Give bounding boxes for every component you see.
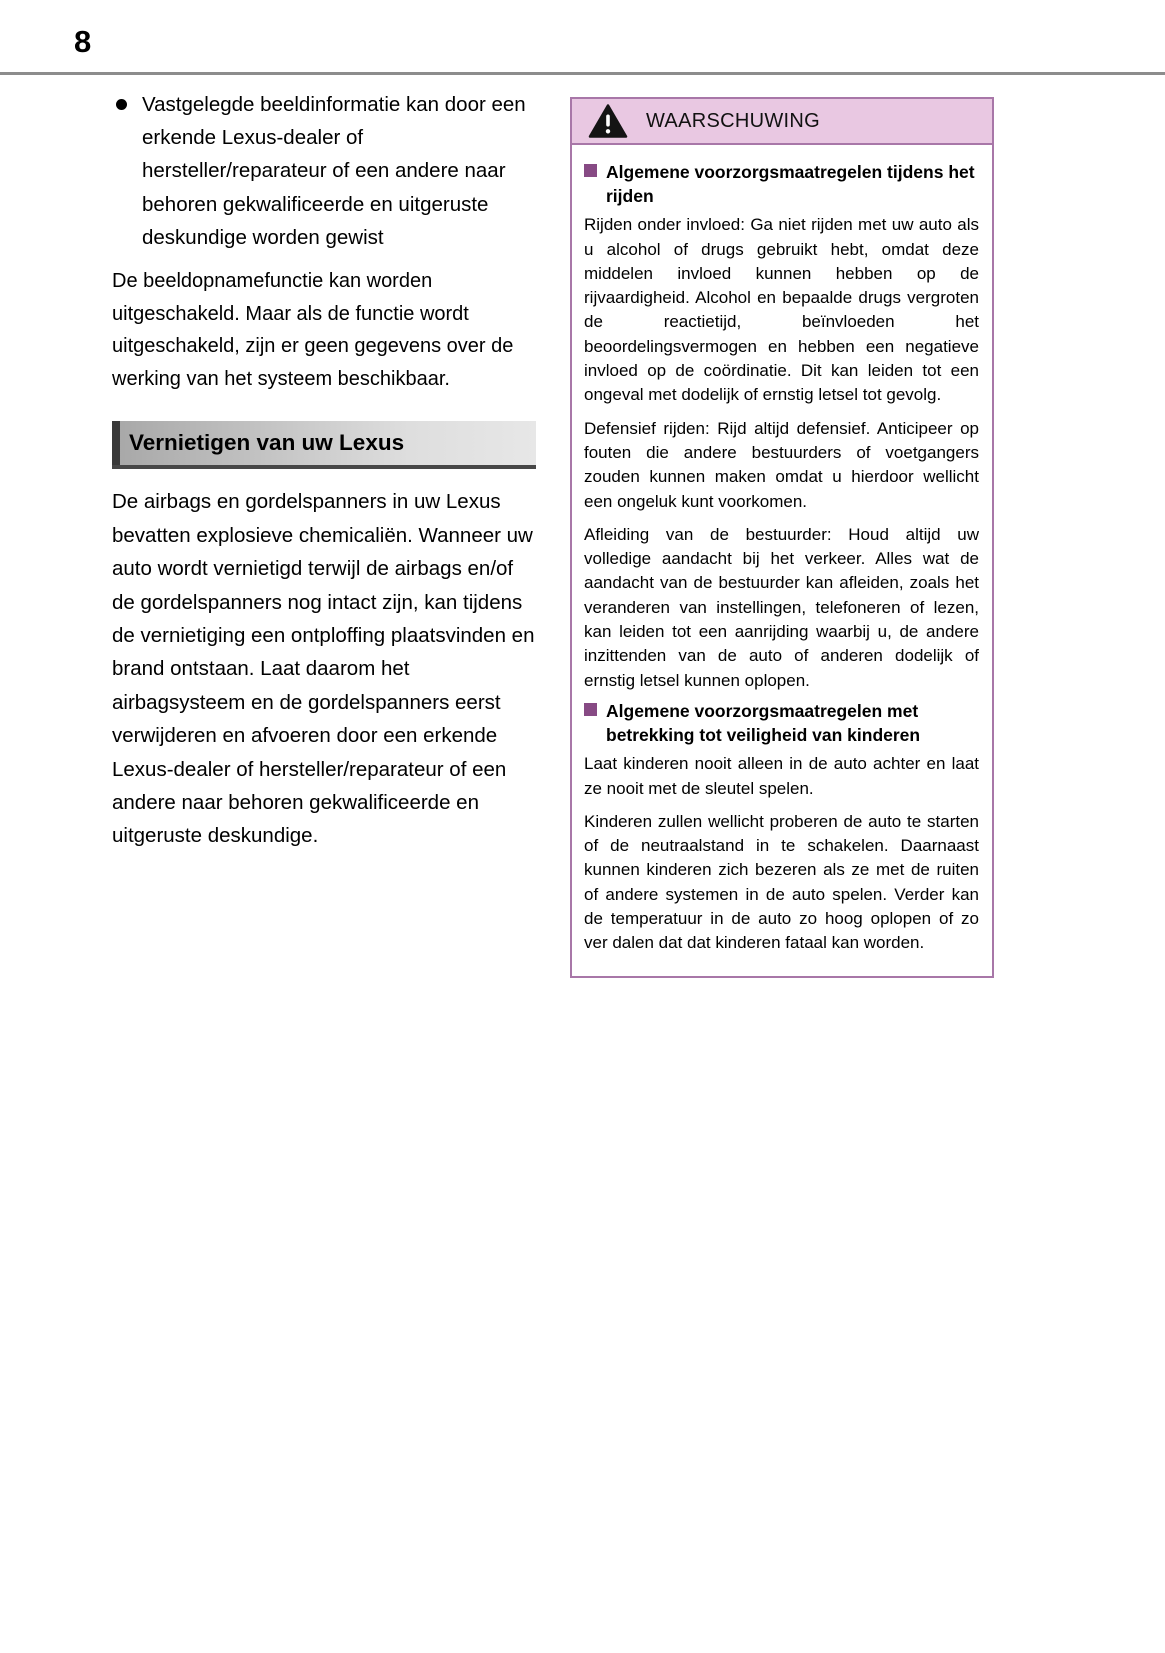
warning-header	[572, 99, 992, 145]
section-header	[112, 421, 536, 469]
warning-body	[572, 145, 992, 976]
square-bullet-icon	[584, 703, 597, 716]
warning-section	[584, 160, 979, 693]
square-bullet-icon	[584, 164, 597, 177]
warning-box	[570, 97, 994, 978]
warning-section-heading	[584, 160, 979, 208]
list-item-text: Vastgelegde beeldinformatie kan door een erkende Lexus-dealer of hersteller/reparateur of een andere naar behoren gekwalificeerde en uitgeruste deskundige worden gewist	[142, 93, 526, 249]
warning-heading-text: Algemene voorzorgsmaatregelen tijdens het rijden	[606, 162, 975, 207]
warning-section	[584, 699, 979, 956]
warning-paragraph: Laat kinderen nooit alleen in de auto achter en laat ze nooit met de sleutel spelen.	[584, 754, 979, 798]
warning-paragraph: Rijden onder invloed: Ga niet rijden met uw auto als u alcohol of drugs gebruikt hebt, omdat deze middelen invloed kunnen hebben op de rijvaardigheid. Alcohol en bepaalde drugs vergroten de reactietijd, beïnvloeden het beoordelingsvermogen en hebben een negatieve invloed op de coördinatie. Dit kan leiden tot een ongeval met dodelijk of ernstig letsel tot gevolg.	[584, 215, 979, 405]
section-title: Vernietigen van uw Lexus	[129, 430, 405, 456]
list-item	[112, 88, 536, 254]
paragraph: De beeldopnamefunctie kan worden uitgeschakeld. Maar als de functie wordt uitgeschakeld, zijn er geen gegevens over de werking van het systeem beschikbaar.	[112, 270, 514, 390]
warning-title: WAARSCHUWING	[646, 109, 820, 132]
page-number: 8	[74, 24, 92, 59]
warning-heading-text: Algemene voorzorgsmaatregelen met betrekking tot veiligheid van kinderen	[606, 700, 921, 746]
bullet-icon	[116, 99, 127, 110]
warning-triangle-icon	[588, 104, 628, 139]
section-header-bar	[112, 421, 120, 465]
warning-section-heading	[584, 699, 979, 747]
warning-paragraph: Defensief rijden: Rijd altijd defensief. Anticipeer op fouten die andere bestuurders of voetgangers zouden kunnen maken omdat u hierdoor wellicht een ongeluk kunt voorkomen.	[584, 418, 979, 511]
warning-paragraph: Kinderen zullen wellicht proberen de auto te starten of de neutraalstand in te schakelen. Daarnaast kunnen kinderen zich bezeren als ze met de ruiten of andere systemen in de auto spelen. Verder kan de temperatuur in de auto zo hoog oplopen of zo ver dalen dat dat kinderen fataal kan worden.	[584, 811, 979, 953]
header-rule	[0, 72, 1165, 75]
paragraph: De airbags en gordelspanners in uw Lexus bevatten explosieve chemicaliën. Wanneer uw auto wordt vernietigd terwijl de airbags en/of de gordelspanners nog intact zijn, kan tijdens de vernietiging een ontploffing plaatsvinden en brand ontstaan. Laat daarom het airbagsysteem en de gordelspanners eerst verwijderen en afvoeren door een erkende Lexus-dealer of hersteller/reparateur of een andere naar behoren gekwalificeerde en uitgeruste deskundige.	[112, 490, 535, 848]
left-column	[112, 88, 536, 853]
warning-paragraph: Afleiding van de bestuurder: Houd altijd uw volledige aandacht bij het verkeer. Alles wat de aandacht van de bestuurder kan afleiden, zoals het veranderen van instellingen, telefoneren of lezen, kan leiden tot een aanrijding waarbij u, de andere inzittenden van de auto of anderen dodelijk of ernstig letsel kunnen oplopen.	[584, 524, 979, 690]
